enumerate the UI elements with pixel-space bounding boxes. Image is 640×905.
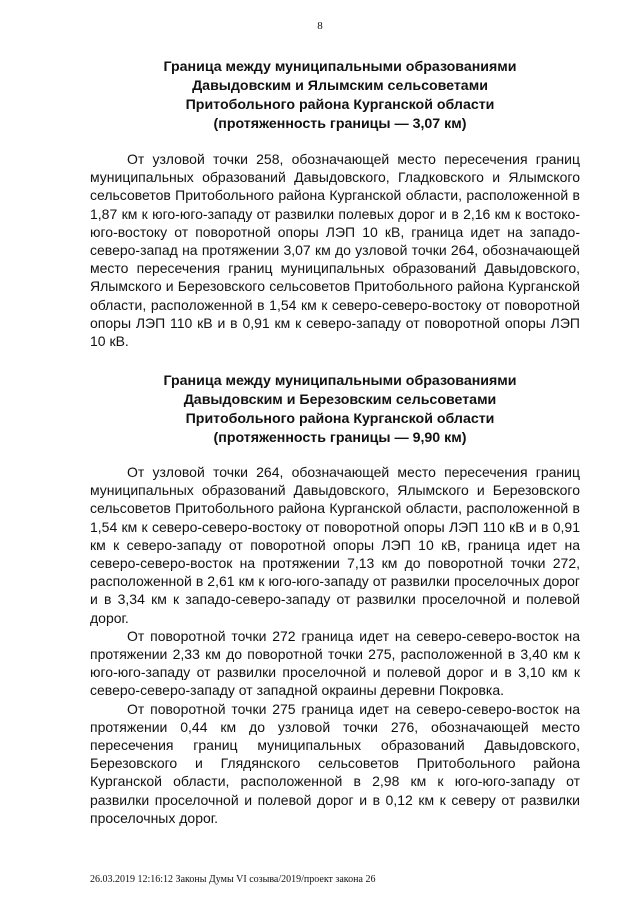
title-line: Давыдовским и Березовским сельсоветами	[183, 392, 497, 408]
footer-stamp: 26.03.2019 12:16:12 Законы Думы VI созыва/2019/проект закона 26	[90, 874, 376, 885]
section-title-davydovsky-yalymsky	[90, 58, 590, 134]
page-number: 8	[317, 20, 323, 32]
section-title-davydovsky-berezovsky	[90, 372, 590, 448]
title-line: Притобольного района Курганской области	[185, 97, 495, 113]
paragraph: От поворотной точки 272 граница идет на северо-северо-восток на протяжении 2,33 км до поворотной точки 275, расположенной в 3,40 км к юго-юго-западу от развилки проселочной и полевой дорог и в 3,10 км к северо-северо-западу от западной окраины деревни Покровка.	[90, 627, 580, 699]
paragraph: От узловой точки 264, обозначающей место пересечения границ муниципальных образований Давыдовского, Ялымского и Березовского сельсоветов Притобольного района Курганской области, расположенной в 1,54 км к северо-северо-востоку от поворотной опоры ЛЭП 110 кВ и в 0,91 км к северо-западу от поворотной опоры ЛЭП 10 кВ, граница идет на северо-северо-восток на протяжении 7,13 км до поворотной точки 272, расположенной в 2,61 км к юго-юго-западу от развилки проселочных дорог и в 3,34 км к западо-северо-западу от развилки проселочной и полевой дорог.	[90, 464, 580, 626]
title-line: Граница между муниципальными образованиями	[163, 373, 517, 389]
paragraph: От узловой точки 258, обозначающей место пересечения границ муниципальных образований Давыдовского, Гладковского и Ялымского сельсоветов Притобольного района Курганской области, расположенной в 1,87 км к юго-юго-западу от развилки полевых дорог и в 2,16 км к востоко-юго-востоку от поворотной опоры ЛЭП 10 кВ, граница идет на западо-северо-запад на протяжении 3,07 км до узловой точки 264, обозначающей место пересечения границ муниципальных образований Давыдовского, Ялымского и Березовского сельсоветов Притобольного района Курганской области, расположенной в 1,54 км к северо-северо-востоку от поворотной опоры ЛЭП 110 кВ и в 0,91 км к северо-западу от поворотной опоры ЛЭП 10 кВ.	[90, 151, 580, 350]
title-line: (протяженность границы — 9,90 км)	[213, 430, 467, 446]
title-line: Притобольного района Курганской области	[185, 411, 495, 427]
title-line: (протяженность границы — 3,07 км)	[213, 116, 467, 132]
section-body-davydovsky-yalymsky	[90, 150, 580, 350]
title-line: Граница между муниципальными образованиями	[163, 59, 517, 75]
section-body-davydovsky-berezovsky	[90, 463, 580, 827]
title-line: Давыдовским и Ялымским сельсоветами	[192, 78, 488, 94]
paragraph: От поворотной точки 275 граница идет на северо-северо-восток на протяжении 0,44 км до узловой точки 276, обозначающей место пересечения границ муниципальных образований Давыдовского, Березовского и Глядянского сельсоветов Притобольного района Курганской области, расположенной в 2,98 км к юго-юго-западу от развилки проселочной и полевой дорог и в 0,12 км к северу от развилки проселочных дорог.	[90, 700, 580, 826]
